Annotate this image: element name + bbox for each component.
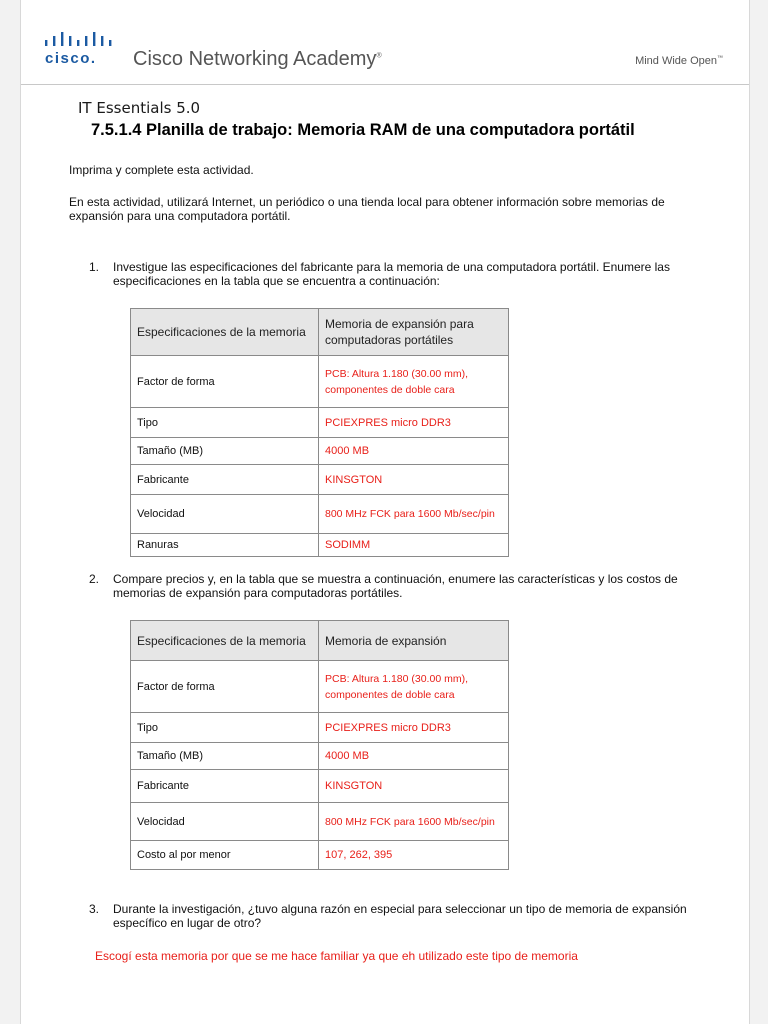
spec-label: Fabricante	[131, 465, 319, 495]
table-row	[131, 465, 509, 495]
question-1-text: Investigue las especificaciones del fabricante para la memoria de una computadora portátil. Enumere las especificaciones en la tabla que se encuentra a continuación:	[113, 260, 670, 288]
spec-table-2	[130, 620, 509, 870]
question-3	[89, 903, 719, 930]
spec-value: PCIEXPRES micro DDR3	[319, 713, 509, 743]
spec-label: Velocidad	[131, 495, 319, 534]
question-2-text: Compare precios y, en la tabla que se muestra a continuación, enumere las características y los costos de memorias de expansión para computadoras portátiles.	[113, 572, 678, 600]
spec-table-1	[130, 308, 509, 557]
question-2	[89, 573, 719, 600]
brand-name	[133, 48, 382, 71]
spec-value: SODIMM	[319, 534, 509, 557]
spec-label: Tipo	[131, 408, 319, 438]
question-3-text: Durante la investigación, ¿tuvo alguna razón en especial para seleccionar un tipo de memoria de expansión específico en lugar de otro?	[113, 902, 687, 930]
spec-value: 107, 262, 395	[319, 841, 509, 870]
table-header-row	[131, 621, 509, 661]
spec-label: Factor de forma	[131, 661, 319, 713]
table-row	[131, 356, 509, 408]
table-header-cell: Memoria de expansión para computadoras portátiles	[319, 309, 509, 356]
spec-label: Tamaño (MB)	[131, 743, 319, 770]
table-row	[131, 495, 509, 534]
spec-label: Ranuras	[131, 534, 319, 557]
question-2-number: 2.	[89, 572, 100, 586]
table-header-cell: Especificaciones de la memoria	[131, 309, 319, 356]
spec-label: Tamaño (MB)	[131, 438, 319, 465]
course-header: IT Essentials 5.0	[78, 99, 201, 117]
spec-value: PCB: Altura 1.180 (30.00 mm), componentes de doble cara	[319, 356, 509, 408]
table-row	[131, 743, 509, 770]
table-row	[131, 438, 509, 465]
spec-value: 800 MHz FCK para 1600 Mb/sec/pin	[319, 803, 509, 841]
spec-label: Tipo	[131, 713, 319, 743]
spec-label: Costo al por menor	[131, 841, 319, 870]
spec-value: PCB: Altura 1.180 (30.00 mm), componentes de doble cara	[319, 661, 509, 713]
spec-label: Velocidad	[131, 803, 319, 841]
table-row	[131, 661, 509, 713]
table-row	[131, 770, 509, 803]
cisco-logo-text: cisco.	[45, 50, 97, 67]
document-title: 7.5.1.4 Planilla de trabajo: Memoria RAM de una computadora portátil	[91, 121, 635, 139]
question-1-number: 1.	[89, 260, 100, 274]
cisco-logo-bars-icon	[45, 31, 115, 49]
registered-mark: ®	[376, 52, 382, 60]
trademark-mark: ™	[717, 55, 723, 62]
spec-value: KINSGTON	[319, 465, 509, 495]
document-page	[20, 0, 750, 1024]
spec-value: 800 MHz FCK para 1600 Mb/sec/pin	[319, 495, 509, 534]
spec-label: Factor de forma	[131, 356, 319, 408]
table-row	[131, 841, 509, 870]
table-header-row	[131, 309, 509, 356]
table-header-cell: Especificaciones de la memoria	[131, 621, 319, 661]
table-header-cell: Memoria de expansión	[319, 621, 509, 661]
spec-value: KINSGTON	[319, 770, 509, 803]
tagline-text: Mind Wide Open	[635, 55, 717, 67]
table-row	[131, 803, 509, 841]
brand-tagline	[635, 55, 723, 67]
spec-label: Fabricante	[131, 770, 319, 803]
table-row	[131, 408, 509, 438]
question-3-answer: Escogí esta memoria por que se me hace familiar ya que eh utilizado este tipo de memoria	[95, 949, 578, 963]
brand-name-text: Cisco Networking Academy	[133, 48, 377, 70]
intro-description: En esta actividad, utilizará Internet, un periódico o una tienda local para obtener información sobre memorias de expansión para una computadora portátil.	[69, 195, 665, 223]
table-row	[131, 534, 509, 557]
page-header	[21, 0, 749, 85]
table-row	[131, 713, 509, 743]
spec-value: 4000 MB	[319, 438, 509, 465]
spec-value: PCIEXPRES micro DDR3	[319, 408, 509, 438]
intro-instruction: Imprima y complete esta actividad.	[69, 163, 254, 177]
question-3-number: 3.	[89, 902, 100, 916]
spec-value: 4000 MB	[319, 743, 509, 770]
question-1	[89, 261, 719, 288]
